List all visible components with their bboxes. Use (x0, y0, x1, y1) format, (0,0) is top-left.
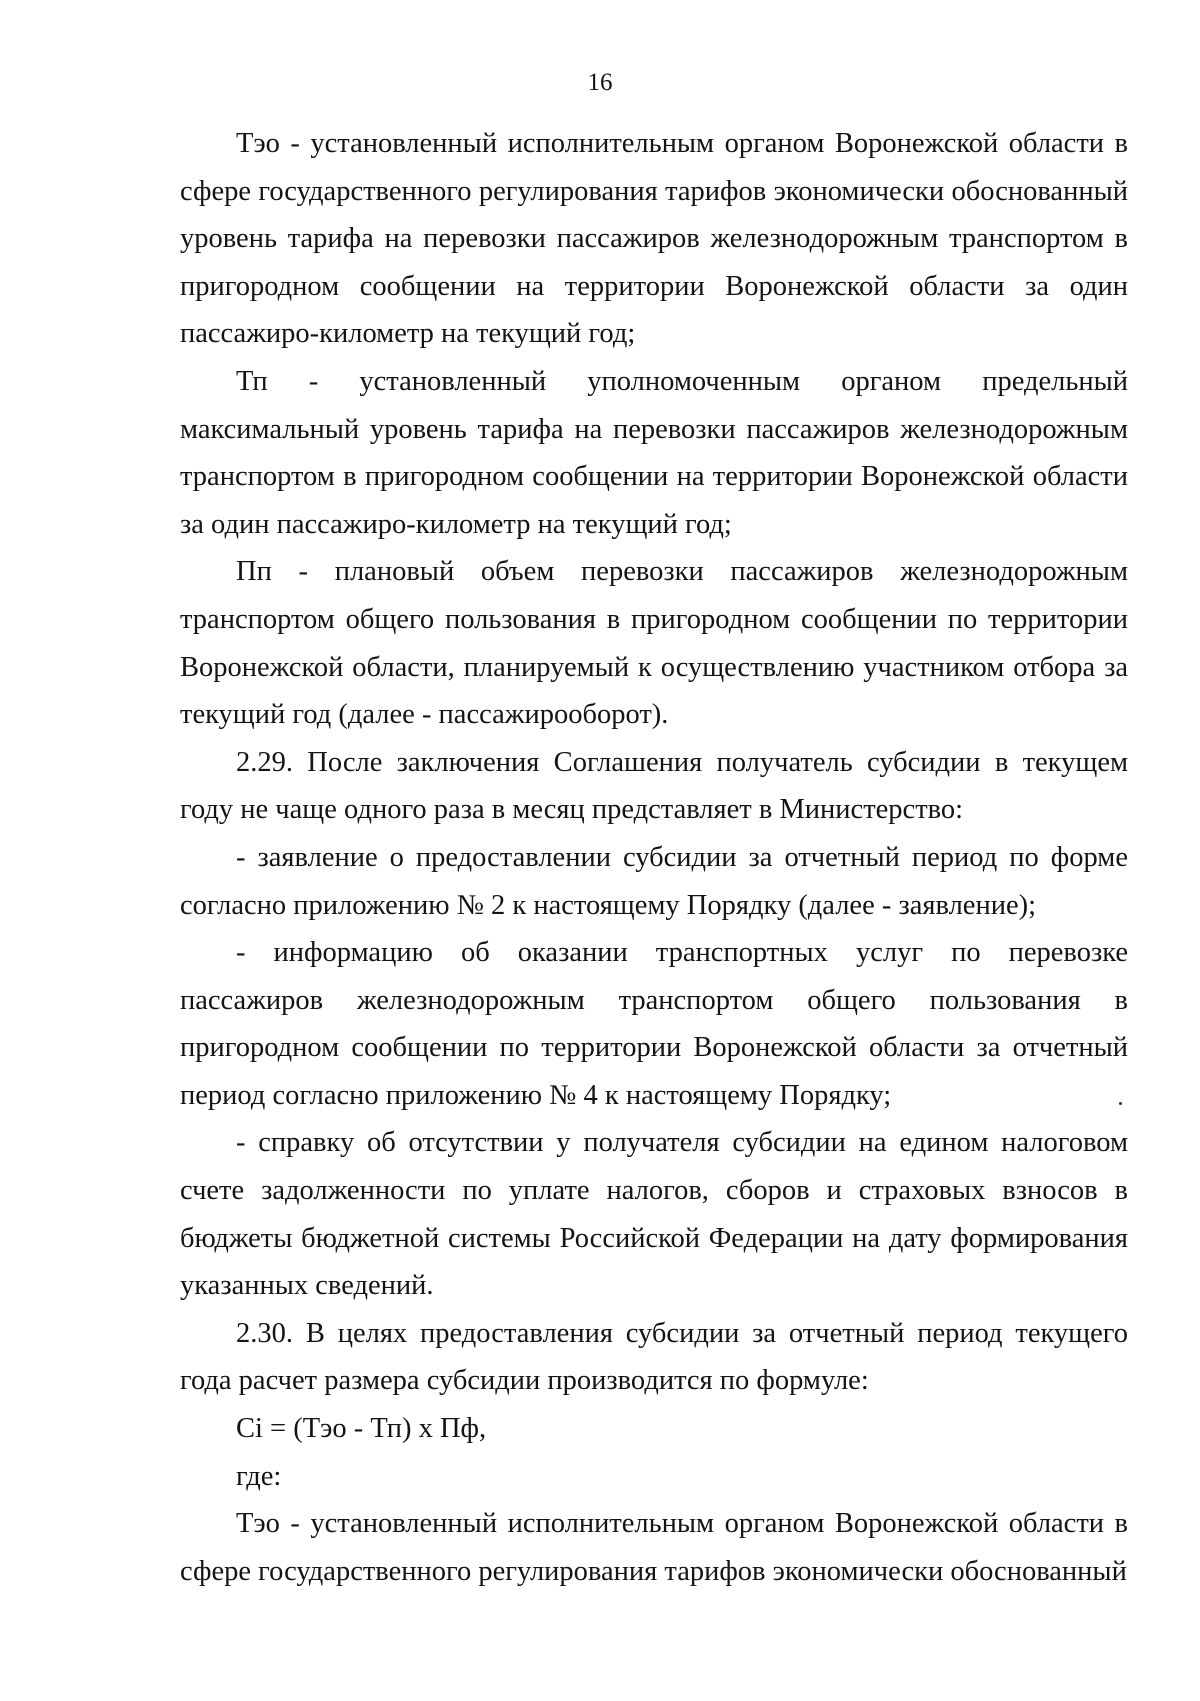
definition-teo-repeat: Тэо - установленный исполнительным органом Воронежской области в сфере государственного регулирования тарифов экономически обоснованный (180, 1508, 1128, 1587)
scan-speck (1119, 1102, 1122, 1105)
document-body (180, 120, 1128, 1595)
definition-teo: Тэо - установленный исполнительным органом Воронежской области в сфере государственного регулирования тарифов экономически обоснованный уровень тарифа на перевозки пассажиров железнодорожным транспортом в пригородном сообщении на территории Воронежской области за один пассажиро-километр на текущий год; (180, 128, 1128, 350)
formula-where: где: (236, 1460, 282, 1492)
list-item-tax-certificate: - справку об отсутствии у получателя субсидии на едином налоговом счете задолженности по уплате налогов, сборов и страховых взносов в бюджеты бюджетной системы Российской Федерации на дату формирования указанных сведений. (180, 1127, 1128, 1302)
definition-pp: Пп - плановый объем перевозки пассажиров железнодорожным транспортом общего пользования в пригородном сообщении по территории Воронежской области, планируемый к осуществлению участником отбора за текущий год (далее - пассажирооборот). (180, 556, 1128, 731)
definition-tp: Тп - установленный уполномоченным органом предельный максимальный уровень тарифа на перевозки пассажиров железнодорожным транспортом в пригородном сообщении на территории Воронежской области за один пассажиро-километр на текущий год; (180, 365, 1128, 540)
clause-2-29: 2.29. После заключения Соглашения получатель субсидии в текущем году не чаще одного раза в месяц представляет в Министерство: (180, 746, 1128, 826)
clause-2-30: 2.30. В целях предоставления субсидии за отчетный период текущего года расчет размера субсидии производится по формуле: (180, 1317, 1128, 1397)
subsidy-formula: Сi = (Тэо - Тп) х Пф, (236, 1413, 487, 1445)
list-item-transport-info: - информацию об оказании транспортных услуг по перевозке пассажиров железнодорожным транспортом общего пользования в пригородном сообщении по территории Воронежской области за отчетный период согласно приложению № 4 к настоящему Порядку; (180, 937, 1128, 1111)
list-item-application: - заявление о предоставлении субсидии за отчетный период по форме согласно приложению № 2 к настоящему Порядку (далее - заявление); (180, 841, 1128, 921)
page-number: 16 (587, 69, 613, 96)
